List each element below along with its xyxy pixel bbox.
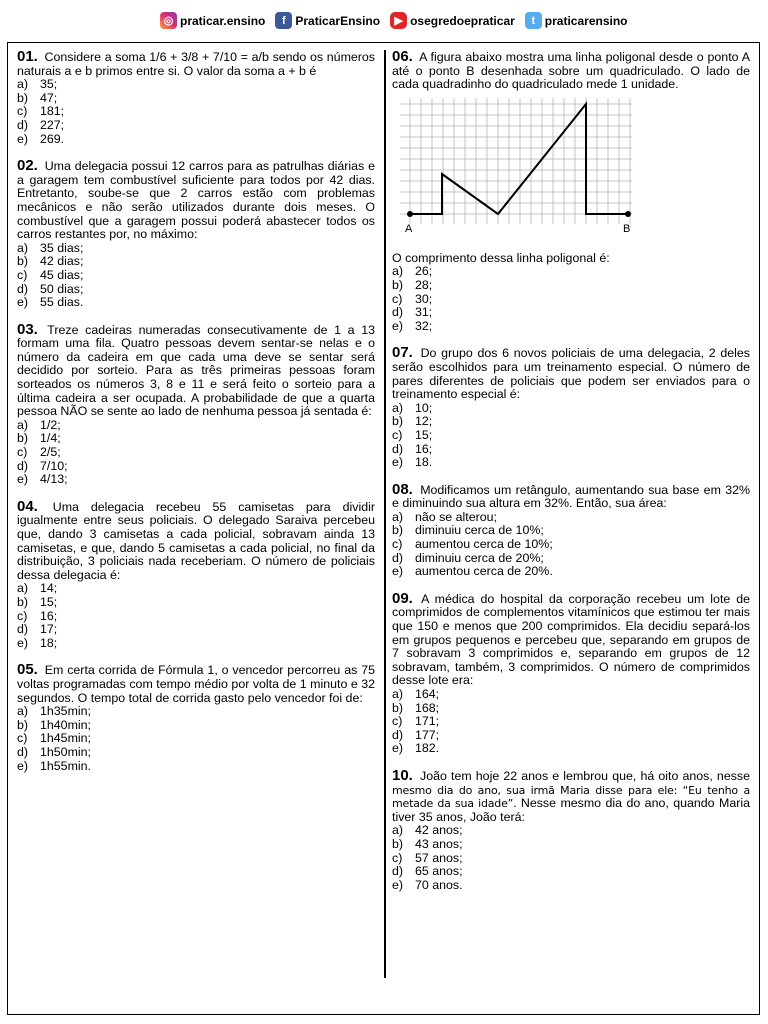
question-text: [17, 320, 375, 419]
facebook-icon: f: [275, 12, 292, 29]
answer-option: [17, 92, 375, 106]
left-column: [17, 50, 375, 786]
point-a: [407, 211, 413, 217]
option-text: diminuiu cerca de 20%;: [415, 550, 544, 565]
answer-option: [17, 746, 375, 760]
question-text: [392, 480, 751, 511]
question-statement: A figura abaixo mostra uma linha poligonal desde o ponto A até o ponto B desenhada sobre um quadriculado. O lado de cada quadradinho do quadriculado mede 1 unidade.: [392, 50, 750, 92]
option-text: 1/4;: [40, 431, 61, 446]
answer-option: [392, 552, 750, 566]
question-1: [17, 50, 375, 146]
answer-option: [392, 293, 750, 307]
option-letter: c): [392, 427, 403, 442]
question-text: [392, 766, 750, 824]
column-divider: [384, 50, 386, 978]
option-letter: e): [17, 131, 29, 146]
option-text: 177;: [415, 727, 440, 742]
question-text: [17, 159, 375, 242]
answer-option: [392, 824, 750, 838]
option-letter: c): [392, 714, 403, 729]
question-quote: mesmo dia do ano, sua irmã Maria disse para ele: “Eu tenho a metade da sua idade”.: [392, 783, 750, 811]
option-text: 42 anos;: [415, 823, 463, 838]
social-facebook[interactable]: [275, 12, 380, 29]
option-letter: a): [17, 704, 29, 719]
question-text: [392, 346, 750, 401]
option-text: 168;: [415, 700, 440, 715]
option-text: 227;: [40, 117, 65, 132]
option-text: 45 dias;: [40, 267, 84, 282]
answer-option: [17, 105, 375, 119]
option-letter: d): [17, 281, 29, 296]
option-letter: d): [17, 458, 29, 473]
answer-option: [392, 729, 750, 743]
option-text: 35;: [40, 77, 58, 92]
option-text: 43 anos;: [415, 836, 463, 851]
instagram-icon: ◎: [160, 12, 177, 29]
option-letter: e): [392, 455, 404, 470]
option-text: aumentou cerca de 10%;: [415, 537, 553, 552]
question-5: [17, 663, 375, 773]
question-number: 06.: [392, 48, 413, 65]
option-letter: c): [17, 731, 28, 746]
option-letter: a): [392, 687, 404, 701]
option-letter: a): [392, 509, 404, 524]
question-statement: A médica do hospital da corporação recebeu um lote de comprimidos de complementos vitamínicos que estimou ter mais que 150 e menos que 200 comprimidos. Ela decidiu separá-los em grupos pequenos e percebeu que, separando em grupos de 7 sobravam 3 comprimidos e, separando em grupos de 12 sobravam, também, 3 comprimidos. O número de comprimidos desse lote era:: [392, 591, 750, 688]
question-number: 04.: [17, 497, 38, 515]
answer-option: [392, 838, 750, 852]
option-text: 16;: [415, 441, 433, 456]
social-instagram[interactable]: [160, 12, 265, 29]
twitter-icon: t: [525, 12, 542, 29]
option-letter: c): [392, 850, 403, 865]
option-text: 14;: [40, 581, 58, 596]
option-text: 50 dias;: [40, 281, 84, 296]
social-bar: [160, 12, 628, 29]
polygonal-line-figure: [400, 98, 632, 236]
option-letter: a): [392, 264, 404, 279]
option-letter: e): [392, 741, 404, 756]
answer-option: [17, 582, 375, 596]
question-number: 05.: [17, 661, 38, 679]
option-text: 35 dias;: [40, 240, 84, 255]
answer-option: [392, 702, 750, 716]
option-letter: d): [17, 117, 29, 132]
question-statement: Treze cadeiras numeradas consecutivamente de 1 a 13 formam uma fila. Quatro pessoas devem sentar-se nelas e o número da cadeira em que cada uma deve se sentar será decidido por sorteio. Para as três primeiras pessoas foram sorteados os números 3, 8 e 11 e será feito o sorteio para a última cadeira a ser ocupada. A probabilidade de que a quarta pessoa NÃO se sente ao lado de nenhuma pessoa já sentada é:: [17, 322, 375, 419]
answer-option: [392, 456, 750, 470]
question-4: [17, 497, 375, 651]
answer-option: [17, 419, 375, 433]
youtube-icon: ▶: [390, 12, 407, 29]
answer-option: [17, 473, 375, 487]
option-text: 1h55min.: [40, 758, 91, 773]
option-text: 18.: [415, 455, 433, 470]
option-text: 47;: [40, 90, 58, 105]
question-6: [392, 50, 750, 333]
answer-option: [17, 255, 375, 269]
option-letter: d): [392, 864, 404, 879]
answer-option: [392, 524, 750, 538]
option-text: 55 dias.: [40, 295, 84, 310]
social-handle: PraticarEnsino: [295, 13, 381, 28]
answer-option: [17, 119, 375, 133]
option-letter: e): [392, 877, 404, 892]
answer-option: [392, 443, 750, 457]
question-number: 10.: [392, 766, 413, 784]
question-statement: Uma delegacia possui 12 carros para as patrulhas diárias e a garagem tem combustível suficiente para todos por 42 dias. Entretanto, soube-se que 2 carros estão com problemas mecânicos e não serão utilizados durante dois meses. O combustível que a garagem possui poderá abastecer todos os carros restantes por, no máximo:: [17, 159, 375, 242]
option-letter: b): [392, 836, 404, 851]
social-handle: osegredoepraticar: [410, 13, 515, 28]
question-number: 01.: [17, 48, 38, 65]
social-youtube[interactable]: [390, 12, 515, 29]
question-statement: João tem hoje 22 anos e lembrou que, há oito anos, nesse: [420, 768, 750, 783]
option-letter: c): [17, 267, 28, 282]
answer-option: [17, 78, 375, 92]
option-letter: d): [392, 305, 404, 320]
option-text: 1h50min;: [40, 744, 91, 759]
option-text: 10;: [415, 400, 433, 415]
answer-option: [392, 402, 750, 416]
question-statement: Considere a soma 1/6 + 3/8 + 7/10 = a/b sendo os números naturais a e b primos entre si. O valor da soma a + b é: [17, 50, 375, 78]
option-text: 31;: [415, 305, 433, 320]
option-letter: e): [392, 318, 404, 333]
answer-option: [17, 719, 375, 733]
answer-option: [17, 637, 375, 651]
option-text: 65 anos;: [415, 864, 463, 879]
option-letter: d): [17, 744, 29, 759]
option-letter: e): [17, 472, 29, 487]
option-letter: c): [17, 445, 28, 460]
answer-option: [392, 742, 750, 756]
answer-option: [392, 429, 750, 443]
option-letter: b): [392, 523, 404, 538]
answer-option: [17, 242, 375, 256]
social-handle: praticar.ensino: [180, 13, 266, 28]
question-number: 07.: [392, 344, 413, 362]
option-text: 28;: [415, 277, 433, 292]
option-letter: e): [392, 564, 404, 579]
option-text: 17;: [40, 622, 58, 637]
option-letter: e): [17, 635, 29, 650]
option-text: 18;: [40, 635, 58, 650]
option-letter: d): [17, 622, 29, 637]
point-b: [625, 211, 631, 217]
option-letter: d): [392, 550, 404, 565]
option-text: 2/5;: [40, 445, 61, 460]
grid: [400, 98, 632, 224]
social-twitter[interactable]: [525, 12, 628, 29]
option-text: 15;: [415, 427, 433, 442]
answer-option: [392, 879, 750, 893]
answer-option: [392, 688, 750, 702]
question-text: [17, 50, 375, 78]
question-number: 02.: [17, 157, 38, 175]
option-letter: b): [392, 277, 404, 292]
option-text: 1h35min;: [40, 704, 91, 719]
question-text: [17, 663, 375, 705]
option-text: 12;: [415, 414, 433, 429]
question-9: [392, 589, 750, 756]
option-text: 164;: [415, 687, 440, 701]
option-text: 16;: [40, 608, 58, 623]
option-letter: a): [392, 400, 404, 415]
option-text: diminuiu cerca de 10%;: [415, 523, 544, 538]
answer-option: [392, 865, 750, 879]
question-text: [392, 50, 750, 92]
answer-option: [392, 565, 750, 579]
question-statement: Em certa corrida de Fórmula 1, o vencedor percorreu as 75 voltas programadas com tempo médio por volta de 1 minuto e 32 segundos. O tempo total de corrida gasto pelo vencedor foi de:: [17, 663, 375, 705]
answer-option: [392, 511, 750, 525]
question-number: 08.: [392, 480, 413, 498]
answer-option: [392, 715, 750, 729]
option-letter: a): [17, 581, 29, 596]
option-text: 7/10;: [40, 458, 68, 473]
option-letter: a): [17, 417, 29, 432]
question-3: [17, 320, 375, 487]
answer-option: [17, 432, 375, 446]
option-text: 32;: [415, 318, 433, 333]
option-letter: b): [17, 254, 29, 269]
option-letter: b): [392, 700, 404, 715]
option-text: 181;: [40, 104, 65, 119]
option-letter: c): [17, 104, 28, 119]
option-text: 4/13;: [40, 472, 68, 487]
option-letter: c): [17, 608, 28, 623]
option-text: 1h40min;: [40, 717, 91, 732]
question-10: [392, 766, 750, 892]
option-letter: a): [392, 823, 404, 838]
option-letter: a): [17, 240, 29, 255]
question-number: 09.: [392, 589, 413, 607]
answer-option: [392, 320, 750, 334]
answer-option: [17, 296, 375, 310]
option-text: 1h45min;: [40, 731, 91, 746]
question-statement: Uma delegacia recebeu 55 camisetas para dividir igualmente entre seus policiais. O delegado Saraiva percebeu que, dando 3 camisetas a cada policial, sobravam ainda 13 camisetas, e que, dando 5 camisetas a cada policial, no final da distribuição, 3 policiais nada receberiam. O número de policiais dessa delegacia é:: [17, 499, 375, 582]
answer-option: [17, 446, 375, 460]
question-7: [392, 346, 750, 469]
question-statement: Do grupo dos 6 novos policiais de uma delegacia, 2 deles serão escolhidos para um treinamento especial. O número de pares diferentes de policiais que podem ser enviados para o treinamento especial é:: [392, 346, 750, 402]
option-letter: b): [17, 717, 29, 732]
option-letter: d): [392, 441, 404, 456]
answer-option: [392, 852, 750, 866]
option-text: 57 anos;: [415, 850, 463, 865]
option-letter: b): [17, 90, 29, 105]
option-letter: c): [392, 291, 403, 306]
answer-option: [17, 732, 375, 746]
question-number: 03.: [17, 320, 38, 338]
option-letter: c): [392, 537, 403, 552]
option-letter: b): [17, 431, 29, 446]
answer-option: [17, 705, 375, 719]
question-8: [392, 480, 751, 579]
question-statement-end: Nesse mesmo dia do ano, quando Maria tiver 35 anos, João terá:: [392, 796, 750, 824]
option-text: aumentou cerca de 20%.: [415, 564, 553, 579]
answer-option: [17, 269, 375, 283]
option-letter: a): [17, 77, 29, 92]
question-text: [392, 589, 750, 688]
answer-option: [17, 610, 375, 624]
answer-option: [17, 760, 375, 774]
answer-option: [17, 283, 375, 297]
social-handle: praticarensino: [544, 13, 628, 28]
answer-option: [392, 415, 750, 429]
answer-option: [17, 133, 375, 147]
option-text: 269.: [40, 131, 65, 146]
option-text: 26;: [415, 264, 433, 279]
option-letter: b): [392, 414, 404, 429]
label-b: B: [623, 222, 631, 235]
answer-option: [17, 623, 375, 637]
answer-option: [392, 306, 750, 320]
answer-option: [392, 279, 750, 293]
question-statement: Modificamos um retângulo, aumentando sua base em 32% e diminuindo sua altura em 32%. Então, sua área:: [392, 482, 751, 511]
option-letter: d): [392, 727, 404, 742]
answer-option: [392, 265, 750, 279]
answer-option: [17, 460, 375, 474]
answer-option: [392, 538, 750, 552]
option-text: 15;: [40, 594, 58, 609]
option-text: 182.: [415, 741, 440, 756]
question-text: [17, 497, 375, 583]
label-a: A: [405, 222, 413, 235]
option-letter: b): [17, 594, 29, 609]
answer-option: [17, 596, 375, 610]
option-text: 171;: [415, 714, 440, 729]
option-letter: e): [17, 295, 29, 310]
question-prompt: O comprimento dessa linha poligonal é:: [392, 250, 610, 265]
option-letter: e): [17, 758, 29, 773]
option-text: 42 dias;: [40, 254, 84, 269]
option-text: 70 anos.: [415, 877, 463, 892]
option-text: 1/2;: [40, 417, 61, 432]
option-text: não se alterou;: [415, 509, 497, 524]
option-text: 30;: [415, 291, 433, 306]
question-2: [17, 159, 375, 310]
right-column: [392, 50, 750, 905]
